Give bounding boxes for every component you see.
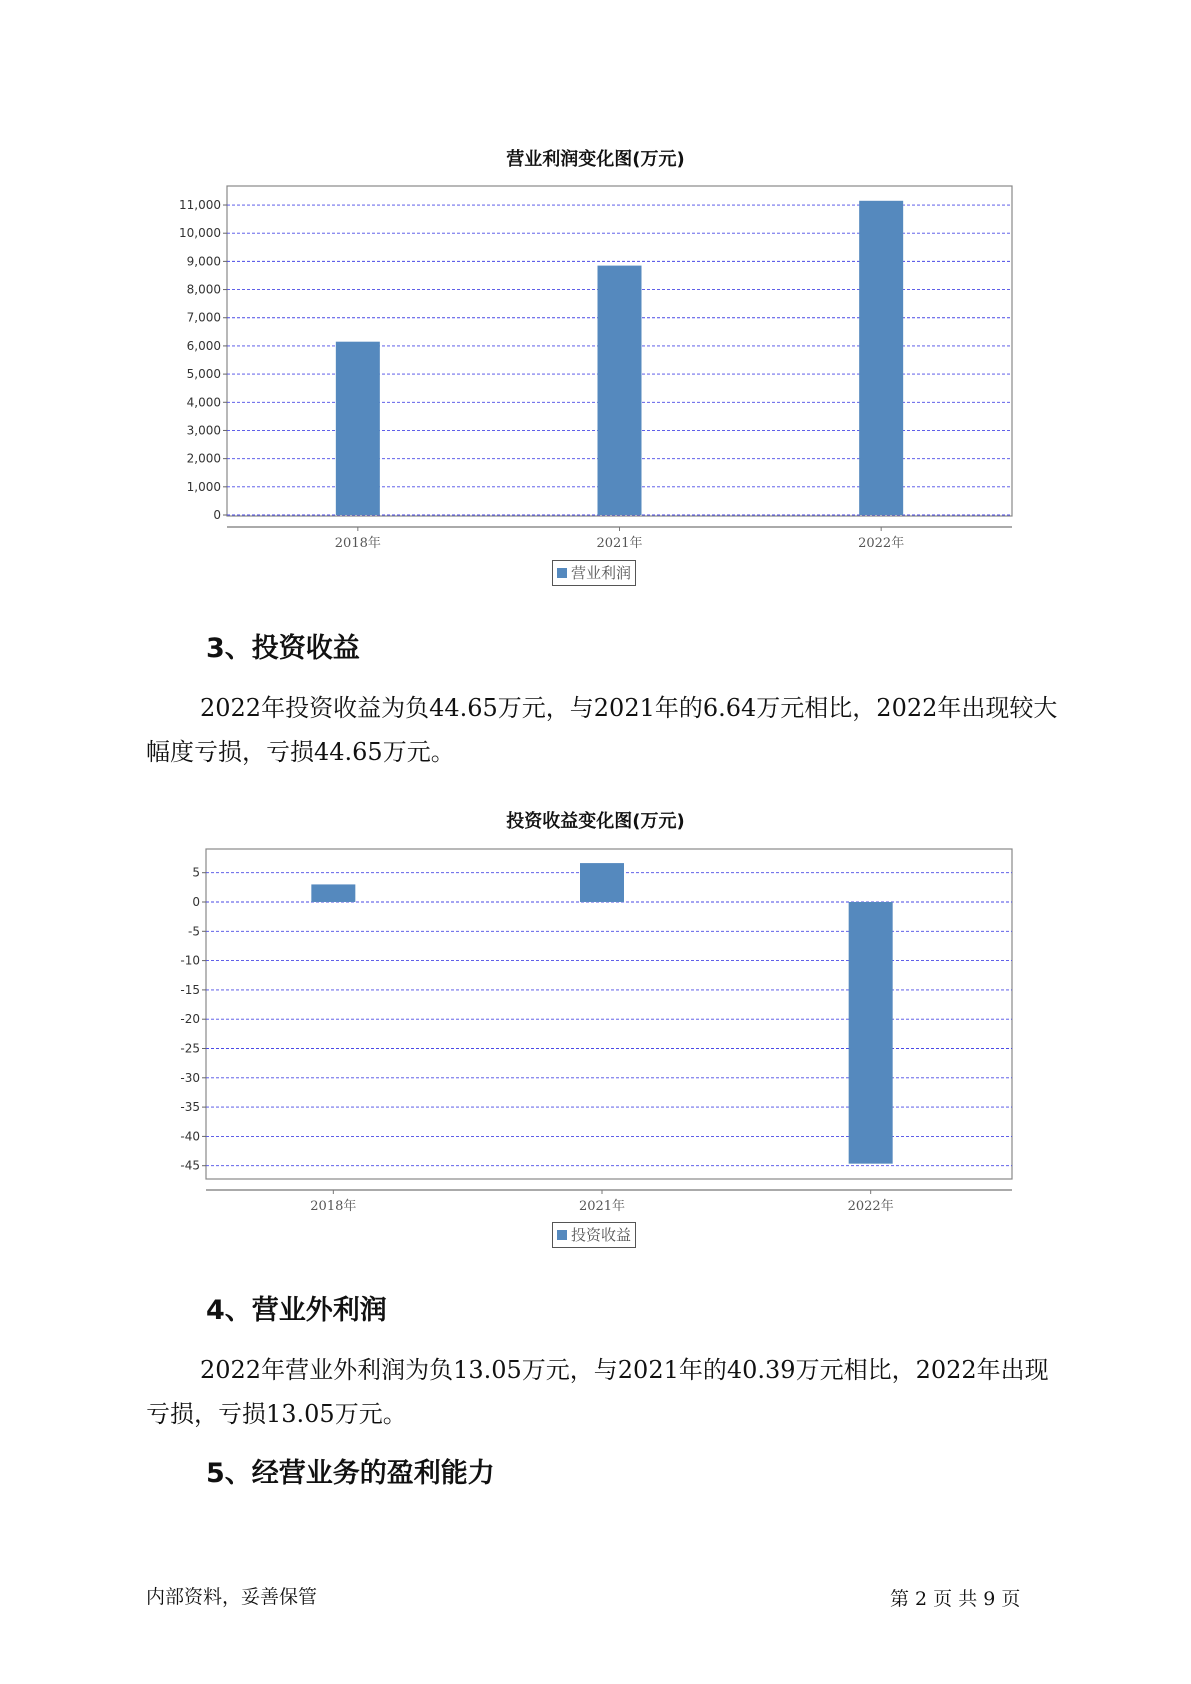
chart2-title: 投资收益变化图(万元) [506,811,685,832]
y-tick-label: -40 [180,1129,200,1144]
y-tick-label: -10 [180,953,200,968]
x-tick-label: 2022年 [858,536,905,551]
y-tick-label: 1,000 [186,479,221,494]
chart2-legend-label: 投资收益 [571,1226,632,1244]
y-tick-label: -35 [180,1100,200,1115]
y-tick-label: -30 [180,1070,200,1085]
bar-2021年 [580,863,624,902]
footer-page-number: 第 2 页 共 9 页 [890,1588,1021,1610]
x-tick-label: 2018年 [310,1199,357,1214]
y-tick-label: 8,000 [186,282,221,297]
bar-2022年 [849,902,893,1164]
y-tick-label: 0 [192,895,200,909]
chart1-title: 营业利润变化图(万元) [506,149,685,170]
y-tick-label: 0 [213,508,221,522]
y-tick-label: 11,000 [179,198,221,213]
y-tick-label: 9,000 [186,254,221,269]
x-tick-label: 2021年 [596,536,643,551]
y-tick-label: -20 [180,1012,200,1027]
x-tick-label: 2022年 [847,1199,894,1214]
legend-swatch [557,1230,567,1240]
y-tick-label: 2,000 [186,451,221,466]
footer-confidential-note: 内部资料，妥善保管 [146,1586,318,1608]
y-tick-label: 4,000 [186,395,221,410]
chart2-legend [552,1222,636,1248]
paragraph-investment-income: 2022年投资收益为负44.65万元，与2021年的6.64万元相比，2022年出现较大幅度亏损，亏损44.65万元。 [146,694,1058,766]
y-tick-label: -15 [180,982,200,997]
paragraph-non-operating-profit: 2022年营业外利润为负13.05万元，与2021年的40.39万元相比，2022年出现亏损，亏损13.05万元。 [146,1356,1049,1428]
y-tick-label: -45 [180,1158,200,1173]
heading-operating-profitability: 5、经营业务的盈利能力 [206,1458,495,1489]
y-tick-label: 7,000 [186,310,221,325]
y-tick-label: -5 [188,924,200,939]
x-tick-label: 2021年 [578,1199,626,1214]
y-tick-label: -25 [180,1041,200,1056]
y-tick-label: 10,000 [179,226,221,241]
y-tick-label: 3,000 [186,423,221,438]
heading-non-operating-profit: 4、营业外利润 [206,1295,387,1326]
y-tick-label: 5 [192,865,200,880]
chart1-legend-label: 营业利润 [571,564,632,582]
heading-investment-income: 3、投资收益 [206,633,360,664]
bar-2018年 [311,884,355,902]
y-tick-label: 5,000 [186,367,221,382]
x-tick-label: 2018年 [334,536,381,551]
y-tick-label: 6,000 [186,338,221,353]
